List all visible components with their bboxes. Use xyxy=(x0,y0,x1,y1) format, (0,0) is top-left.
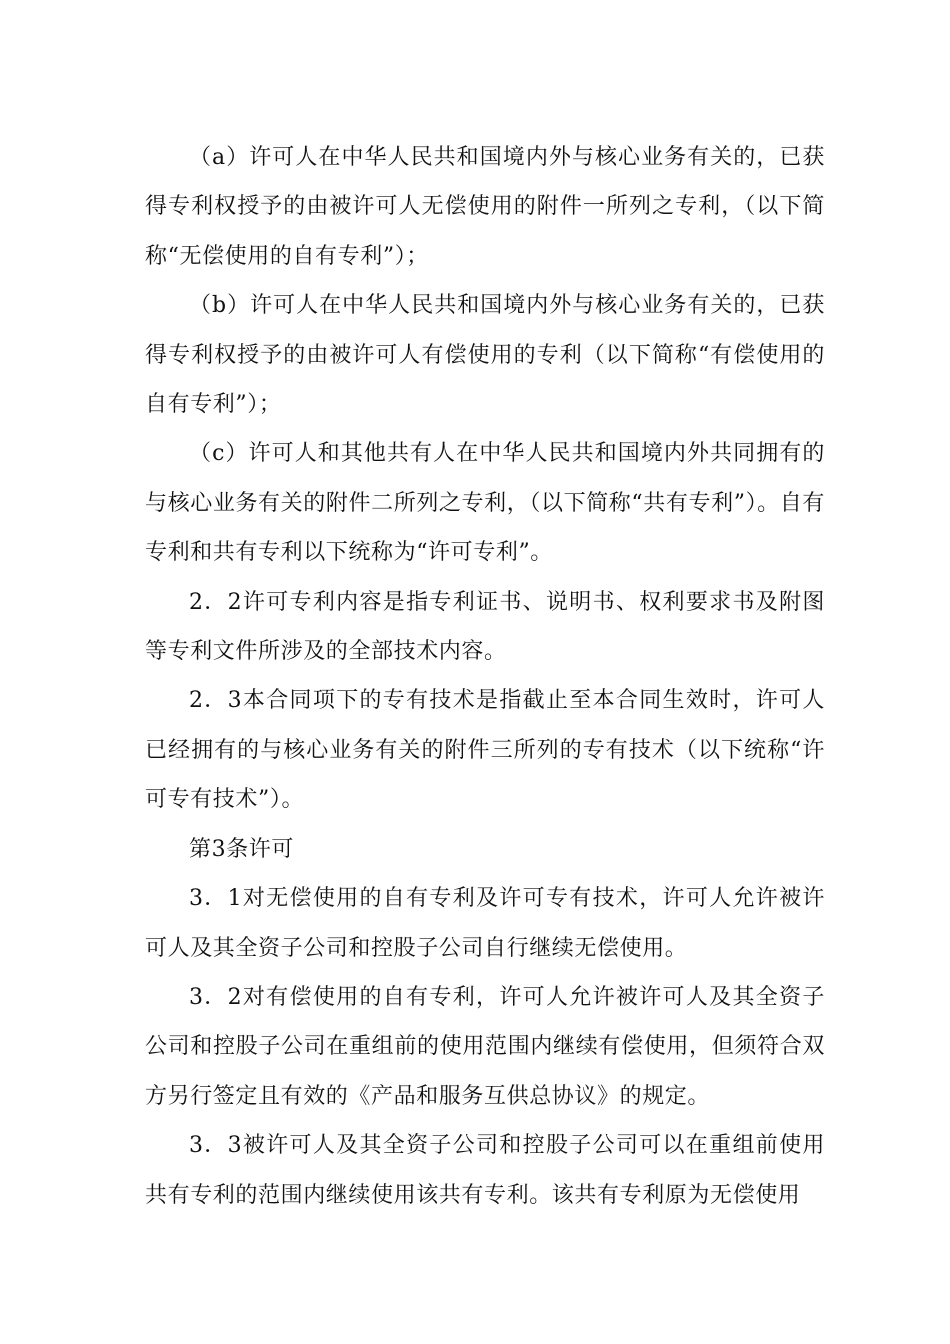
paragraph-3-2: 3．2对有偿使用的自有专利，许可人允许被许可人及其全资子公司和控股子公司在重组前的使用范围内继续有偿使用，但须符合双方另行签定且有效的《产品和服务互供总协议》的规定。 xyxy=(145,984,825,1109)
paragraph-3-3: 3．3被许可人及其全资子公司和控股子公司可以在重组前使用共有专利的范围内继续使用该共有专利。该共有专利原为无偿使用 xyxy=(145,1133,825,1208)
paragraph-c: （c）许可人和其他共有人在中华人民共和国境内外共同拥有的与核心业务有关的附件二所列之专利，（以下简称“共有专利”）。自有专利和共有专利以下统称为“许可专利”。 xyxy=(145,441,825,566)
paragraph-b: （b）许可人在中华人民共和国境内外与核心业务有关的，已获得专利权授予的由被许可人有偿使用的专利（以下简称“有偿使用的自有专利”）； xyxy=(145,293,825,418)
document-body xyxy=(145,133,825,1220)
paragraph-a: （a）许可人在中华人民共和国境内外与核心业务有关的，已获得专利权授予的由被许可人无偿使用的附件一所列之专利，（以下简称“无偿使用的自有专利”）； xyxy=(145,145,825,269)
paragraph-2-3: 2．3本合同项下的专有技术是指截止至本合同生效时，许可人已经拥有的与核心业务有关的附件三所列的专有技术（以下统称“许可专有技术”）。 xyxy=(145,688,825,813)
paragraph-3-1: 3．1对无偿使用的自有专利及许可专有技术，许可人允许被许可人及其全资子公司和控股子公司自行继续无偿使用。 xyxy=(145,886,825,961)
paragraph-2-2: 2．2许可专利内容是指专利证书、说明书、权利要求书及附图等专利文件所涉及的全部技术内容。 xyxy=(145,589,825,665)
section-heading-article-3: 第3条许可 xyxy=(189,836,294,862)
